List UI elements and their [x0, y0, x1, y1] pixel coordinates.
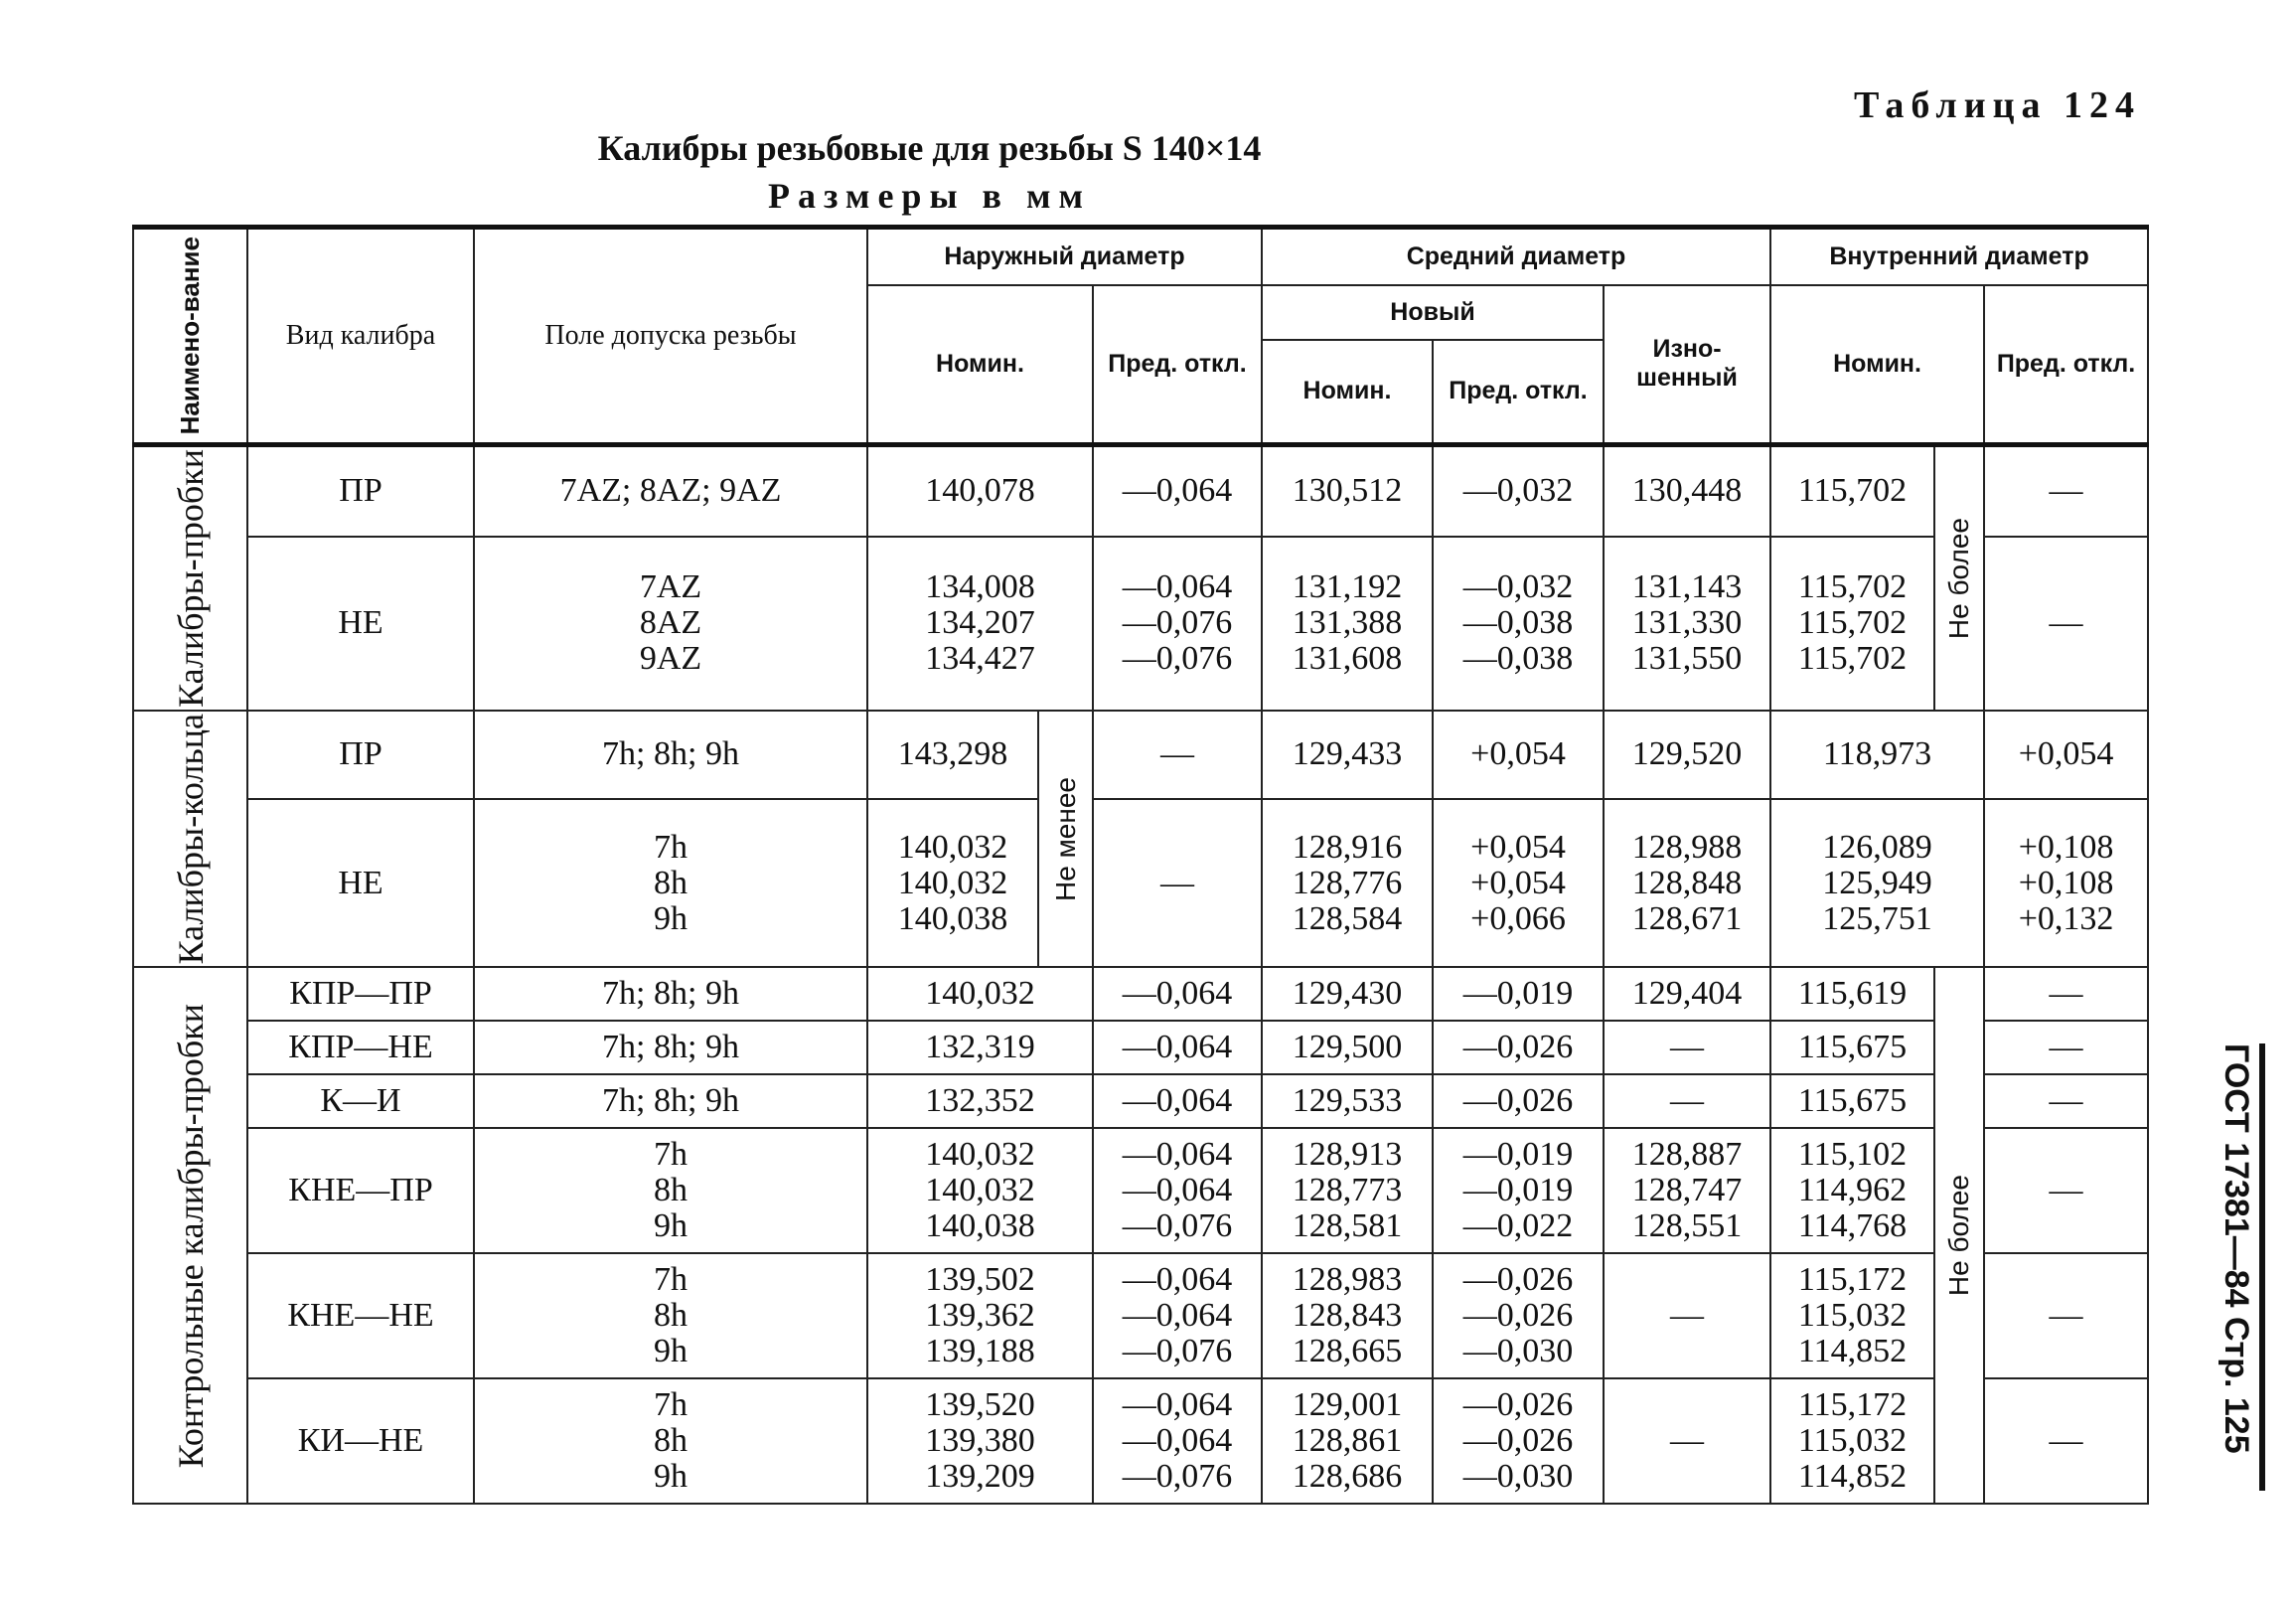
table-row [133, 1074, 2148, 1128]
table-row [133, 799, 2148, 967]
inner-nom-cell: 115,172 115,032 114,852 [1770, 1378, 1934, 1504]
inner-nom-cell: 126,089 125,949 125,751 [1770, 799, 1984, 967]
inner-dev-cell: — [1984, 1021, 2148, 1074]
header-kind: Вид калибра [247, 228, 474, 445]
header-inner-dev: Пред. откл. [1984, 285, 2148, 445]
inner-dev-cell: — [1984, 1074, 2148, 1128]
mid-dev-cell: —0,032 —0,038 —0,038 [1433, 537, 1604, 711]
kind-cell: КПР—ПР [247, 967, 474, 1021]
note-not-more-control: Не более [1934, 967, 1984, 1504]
outer-dev-cell: —0,064 —0,064 —0,076 [1093, 1128, 1262, 1253]
mid-nom-cell: 129,500 [1262, 1021, 1433, 1074]
header-field: Поле допуска резьбы [474, 228, 867, 445]
inner-dev-cell: — [1984, 1253, 2148, 1378]
gauge-table [132, 225, 2149, 1505]
outer-nom-cell: 139,502 139,362 139,188 [867, 1253, 1093, 1378]
group-control: Контрольные калибры-пробки [133, 967, 247, 1504]
inner-dev-cell: — [1984, 1128, 2148, 1253]
mid-dev-cell: +0,054 [1433, 711, 1604, 799]
mid-dev-cell: —0,026 [1433, 1074, 1604, 1128]
header-outer: Наружный диаметр [867, 228, 1262, 285]
kind-cell: НЕ [247, 537, 474, 711]
inner-dev-cell: — [1984, 445, 2148, 537]
mid-dev-cell: —0,026 [1433, 1021, 1604, 1074]
table-row [133, 1253, 2148, 1378]
outer-nom-cell: 143,298 [867, 711, 1038, 799]
outer-dev-cell: —0,064 —0,064 —0,076 [1093, 1253, 1262, 1378]
kind-cell: КПР—НЕ [247, 1021, 474, 1074]
mid-dev-cell: —0,019 —0,019 —0,022 [1433, 1128, 1604, 1253]
group-plugs: Калибры-пробки [133, 445, 247, 711]
mid-nom-cell: 129,533 [1262, 1074, 1433, 1128]
outer-nom-cell: 132,352 [867, 1074, 1093, 1128]
mid-nom-cell: 128,983 128,843 128,665 [1262, 1253, 1433, 1378]
table-title: Калибры резьбовые для резьбы S 140×14 [597, 128, 1262, 168]
inner-dev-cell: — [1984, 1378, 2148, 1504]
field-cell: 7h 8h 9h [474, 1128, 867, 1253]
worn-cell: — [1604, 1378, 1770, 1504]
inner-nom-cell: 115,102 114,962 114,768 [1770, 1128, 1934, 1253]
inner-nom-cell: 115,172 115,032 114,852 [1770, 1253, 1934, 1378]
table-row [133, 967, 2148, 1021]
outer-nom-cell: 140,032 140,032 140,038 [867, 799, 1038, 967]
mid-nom-cell: 128,913 128,773 128,581 [1262, 1128, 1433, 1253]
inner-dev-cell: — [1984, 967, 2148, 1021]
outer-dev-cell: —0,064 [1093, 967, 1262, 1021]
header-inner: Внутренний диаметр [1770, 228, 2148, 285]
inner-nom-cell: 115,702 115,702 115,702 [1770, 537, 1934, 711]
worn-cell: — [1604, 1074, 1770, 1128]
outer-nom-cell: 140,078 [867, 445, 1093, 537]
outer-dev-cell: — [1093, 711, 1262, 799]
field-cell: 7h; 8h; 9h [474, 1021, 867, 1074]
kind-cell: ПР [247, 711, 474, 799]
kind-cell: К—И [247, 1074, 474, 1128]
inner-nom-cell: 118,973 [1770, 711, 1984, 799]
outer-dev-cell: —0,064 [1093, 1021, 1262, 1074]
worn-cell: 129,520 [1604, 711, 1770, 799]
field-cell: 7h 8h 9h [474, 799, 867, 967]
header-name: Наимено-вание [133, 228, 247, 445]
outer-dev-cell: —0,064 —0,076 —0,076 [1093, 537, 1262, 711]
outer-nom-cell: 140,032 [867, 967, 1093, 1021]
units-caption: Размеры в мм [767, 176, 1092, 216]
outer-dev-cell: —0,064 [1093, 1074, 1262, 1128]
header-outer-nom: Номин. [867, 285, 1093, 445]
header-mid-dev: Пред. откл. [1433, 340, 1604, 445]
mid-nom-cell: 129,430 [1262, 967, 1433, 1021]
side-standard-label: ГОСТ 17381—84 Стр. 125 [2206, 1043, 2265, 1491]
mid-nom-cell: 130,512 [1262, 445, 1433, 537]
worn-cell: 131,143 131,330 131,550 [1604, 537, 1770, 711]
worn-cell: — [1604, 1253, 1770, 1378]
table-row [133, 1021, 2148, 1074]
inner-nom-cell: 115,675 [1770, 1074, 1934, 1128]
table-row [133, 711, 2148, 799]
inner-dev-cell: — [1984, 537, 2148, 711]
mid-nom-cell: 128,916 128,776 128,584 [1262, 799, 1433, 967]
outer-dev-cell: —0,064 —0,064 —0,076 [1093, 1378, 1262, 1504]
field-cell: 7AZ 8AZ 9AZ [474, 537, 867, 711]
header-middle: Средний диаметр [1262, 228, 1770, 285]
outer-dev-cell: — [1093, 799, 1262, 967]
table-row [133, 537, 2148, 711]
outer-nom-cell: 132,319 [867, 1021, 1093, 1074]
inner-nom-cell: 115,619 [1770, 967, 1934, 1021]
outer-dev-cell: —0,064 [1093, 445, 1262, 537]
kind-cell: ПР [247, 445, 474, 537]
table-row [133, 445, 2148, 537]
worn-cell: — [1604, 1021, 1770, 1074]
mid-dev-cell: —0,026 —0,026 —0,030 [1433, 1253, 1604, 1378]
kind-cell: КНЕ—НЕ [247, 1253, 474, 1378]
header-new: Новый [1262, 285, 1604, 340]
mid-nom-cell: 131,192 131,388 131,608 [1262, 537, 1433, 711]
kind-cell: КНЕ—ПР [247, 1128, 474, 1253]
outer-nom-cell: 140,032 140,032 140,038 [867, 1128, 1093, 1253]
group-rings: Калибры-кольца [133, 711, 247, 967]
table-row [133, 1128, 2148, 1253]
table-row [133, 1378, 2148, 1504]
worn-cell: 129,404 [1604, 967, 1770, 1021]
field-cell: 7h 8h 9h [474, 1378, 867, 1504]
field-cell: 7h; 8h; 9h [474, 967, 867, 1021]
outer-nom-cell: 134,008 134,207 134,427 [867, 537, 1093, 711]
header-worn: Изно-шенный [1604, 285, 1770, 445]
field-cell: 7AZ; 8AZ; 9AZ [474, 445, 867, 537]
kind-cell: НЕ [247, 799, 474, 967]
worn-cell: 128,988 128,848 128,671 [1604, 799, 1770, 967]
note-not-more: Не более [1934, 445, 1984, 711]
inner-dev-cell: +0,054 [1984, 711, 2148, 799]
note-not-less: Не менее [1038, 711, 1093, 967]
mid-nom-cell: 129,433 [1262, 711, 1433, 799]
kind-cell: КИ—НЕ [247, 1378, 474, 1504]
field-cell: 7h; 8h; 9h [474, 1074, 867, 1128]
worn-cell: 130,448 [1604, 445, 1770, 537]
mid-dev-cell: —0,019 [1433, 967, 1604, 1021]
mid-nom-cell: 129,001 128,861 128,686 [1262, 1378, 1433, 1504]
inner-dev-cell: +0,108 +0,108 +0,132 [1984, 799, 2148, 967]
table-number: Таблица 124 [1853, 84, 2141, 126]
field-cell: 7h; 8h; 9h [474, 711, 867, 799]
header-inner-nom: Номин. [1770, 285, 1984, 445]
worn-cell: 128,887 128,747 128,551 [1604, 1128, 1770, 1253]
inner-nom-cell: 115,702 [1770, 445, 1934, 537]
mid-dev-cell: +0,054 +0,054 +0,066 [1433, 799, 1604, 967]
mid-dev-cell: —0,032 [1433, 445, 1604, 537]
field-cell: 7h 8h 9h [474, 1253, 867, 1378]
header-outer-dev: Пред. откл. [1093, 285, 1262, 445]
inner-nom-cell: 115,675 [1770, 1021, 1934, 1074]
outer-nom-cell: 139,520 139,380 139,209 [867, 1378, 1093, 1504]
mid-dev-cell: —0,026 —0,026 —0,030 [1433, 1378, 1604, 1504]
header-mid-nom: Номин. [1262, 340, 1433, 445]
